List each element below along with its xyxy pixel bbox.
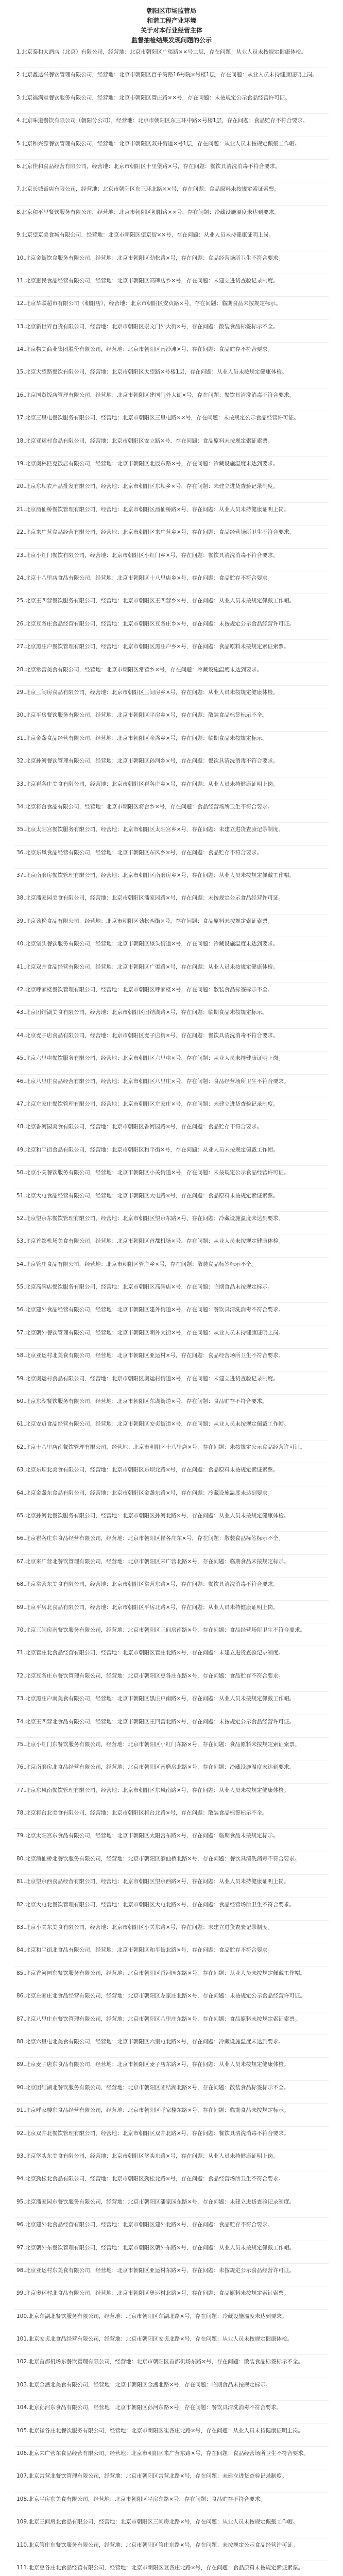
notice-entry-text: 73.北京黑庄户南美食有限公司，经营地：北京市朝阳区黑庄户南路×号，存在问题：从业人员未按规定佩戴工作帽。 (16, 1696, 295, 1702)
notice-entry-text: 28.北京常营美食有限公司，经营地：北京市朝阳区常营乡×号，存在问题：冷藏设施温度未达到要求。 (16, 666, 262, 673)
notice-entry (14, 1075, 329, 1097)
notice-entry-text: 111.北京豆各庄北食品经营有限公司，经营地：北京市朝阳区豆各庄北路×号，存在问题：食品原料未按规定索证索票。 (16, 2564, 304, 2571)
notice-entry (14, 1852, 329, 1875)
notice-entry (14, 1440, 329, 1463)
notice-entry (14, 1486, 329, 1509)
notice-entry-text: 81.北京望京西食品经营有限公司，经营地：北京市朝阳区望京西路×号，存在问题：从业人员未持健康证明上岗。 (16, 1878, 289, 1885)
notice-entry-text: 32.北京孙河餐饮管理有限公司，经营地：北京市朝阳区孙河乡×号，存在问题：餐饮具清洗消毒不符合要求。 (16, 758, 279, 765)
notice-entry (14, 1349, 329, 1371)
notice-entry-text: 23.北京小红门餐饮有限公司，经营地：北京市朝阳区小红门乡×号，存在问题：餐饮具清洗消毒不符合要求。 (16, 552, 279, 558)
notice-entry (14, 1943, 329, 1966)
notice-entry (14, 1532, 329, 1554)
notice-entry-text: 4.北京味道餐饮有限公司（朝阳分公司），经营地：北京市朝阳区东三环中路×号楼1层，存在问题：食品贮存不符合要求。 (16, 117, 308, 124)
notice-entry-text: 105.北京崔各庄北餐饮服务有限公司，经营地：北京市朝阳区崔各庄北路×号，存在问题：从业人员未持健康证明上岗。 (16, 2427, 304, 2434)
notice-entry-text: 109.北京三间房北食品有限公司，经营地：北京市朝阳区三间房北路×号，存在问题：从业人员未按规定佩戴工作帽。 (16, 2519, 298, 2526)
notice-entry (14, 274, 329, 297)
notice-entry (14, 343, 329, 365)
notice-entry-text: 82.北京大屯北餐饮管理有限公司，经营地：北京市朝阳区大屯北路×号，存在问题：食品经营场所卫生不符合要求。 (16, 1901, 295, 1908)
notice-entry-text: 27.北京黑庄户餐饮管理有限公司，经营地：北京市朝阳区黑庄户乡×号，存在问题：食品原料未按规定索证索票。 (16, 643, 289, 650)
notice-entry (14, 869, 329, 891)
notice-entry-text: 41.北京双井食品经营有限公司，经营地：北京市朝阳区广渠路×号，存在问题：从业人员未按规定健康体检。 (16, 963, 279, 970)
notice-entry (14, 1989, 329, 2012)
notice-entry (14, 640, 329, 663)
notice-entry (14, 1601, 329, 1623)
notice-entry-text: 69.北京平房北食品有限公司，经营地：北京市朝阳区平房北路×号，存在问题：从业人员未持健康证明上岗。 (16, 1604, 279, 1611)
notice-entry (14, 2378, 329, 2401)
notice-entry-text: 99.北京奥运村北食品有限公司，经营地：北京市朝阳区奥运村北路×号，存在问题：食品原料未按规定索证索票。 (16, 2290, 289, 2297)
notice-entry-text: 77.北京东风南餐饮管理有限公司，经营地：北京市朝阳区东风南路×号，存在问题：从业人员未按规定健康体检。 (16, 1787, 289, 1793)
notice-entry (14, 2310, 329, 2332)
notice-entry-text: 104.北京孙河东食品有限公司，经营地：北京市朝阳区孙河东路×号，存在问题：餐饮具清洗消毒不符合要求。 (16, 2404, 282, 2411)
notice-entry (14, 1326, 329, 1349)
notice-entry-text: 68.北京常营东美食有限公司，经营地：北京市朝阳区常营东路×号，存在问题：餐饮具清洗消毒不符合要求。 (16, 1581, 279, 1588)
notice-entry-text: 56.北京建外食品经营有限公司，经营地：北京市朝阳区建外街道×号，存在问题：餐饮具清洗消毒不符合要求。 (16, 1307, 284, 1313)
notice-entry (14, 206, 329, 228)
notice-entry (14, 1555, 329, 1578)
notice-entry (14, 2012, 329, 2035)
notice-entry-text: 24.北京十八里店食品有限公司，经营地：北京市朝阳区十八里店乡×号，存在问题：食品贮存不符合要求。 (16, 574, 273, 581)
notice-entry (14, 686, 329, 708)
notice-entry-text: 49.北京和平街食品有限公司，经营地：北京市朝阳区和平街×号，存在问题：从业人员未按规定佩戴工作帽。 (16, 1146, 279, 1153)
notice-entry-text: 93.北京垡头东美食有限公司，经营地：北京市朝阳区垡头东路×号，存在问题：从业人员未持健康证明上岗。 (16, 2153, 279, 2159)
notice-entry-text: 20.北京东坝农产品批发有限公司，经营地：北京市朝阳区东坝乡×号，存在问题：未建立进货查验记录制度。 (16, 483, 279, 490)
notice-entry-text: 80.北京酒仙桥北餐饮服务有限公司，经营地：北京市朝阳区酒仙桥北路×号，存在问题：餐饮具清洗消毒不符合要求。 (16, 1855, 300, 1862)
notice-entry (14, 457, 329, 480)
notice-entry-text: 98.北京亚运村东美食有限公司，经营地：北京市朝阳区亚运村东路×号，存在问题：未按规定公示食品经营许可证。 (16, 2267, 295, 2274)
notice-entry-text: 6.北京佳和食品经营有限公司，经营地：北京市朝阳区十里堡路×号，存在问题：餐饮具清洗消毒不符合要求。 (16, 163, 281, 170)
notice-entry (14, 1189, 329, 1212)
notice-entry-text: 107.北京常营北餐饮管理有限公司，经营地：北京市朝阳区常营北路×号，存在问题：未建立进货查验记录制度。 (16, 2473, 287, 2480)
notice-entry-text: 88.北京六里屯北美食有限公司，经营地：北京市朝阳区六里屯北路×号，存在问题：冷藏设施温度未达到要求。 (16, 2038, 284, 2045)
notice-entry-text: 67.北京来广营北餐饮管理有限公司，经营地：北京市朝阳区来广营北路×号，存在问题：临期食品未按规定标示。 (16, 1558, 289, 1565)
notice-entry (14, 1692, 329, 1715)
notice-entry-text: 50.北京小关餐饮服务有限公司，经营地：北京市朝阳区小关街道×号，存在问题：未按规定公示食品经营许可证。 (16, 1170, 289, 1176)
notice-entry-text: 43.北京团结湖美食有限公司，经营地：北京市朝阳区团结湖路×号，存在问题：临期食品未按规定标示。 (16, 1009, 268, 1016)
notice-entry-text: 26.北京豆各庄食品经营有限公司，经营地：北京市朝阳区豆各庄乡×号，存在问题：未按规定公示食品经营许可证。 (16, 620, 295, 627)
notice-entry (14, 2035, 329, 2058)
notice-entry (14, 617, 329, 640)
notice-entry-text: 94.北京劲松北食品有限公司，经营地：北京市朝阳区劲松北路×号，存在问题：食品经营场所卫生不符合要求。 (16, 2176, 284, 2182)
notice-entry-text: 48.北京香河园美食有限公司，经营地：北京市朝阳区香河园路×号，存在问题：食品贮存不符合要求。 (16, 1124, 262, 1130)
notice-entry (14, 2172, 329, 2195)
notice-entry (14, 1738, 329, 1760)
notice-entry (14, 960, 329, 983)
notice-entry (14, 663, 329, 686)
notice-entry (14, 708, 329, 731)
notice-entry-text: 63.北京东坝北美食有限公司，经营地：北京市朝阳区东坝北路×号，存在问题：食品原料未按规定索证索票。 (16, 1467, 279, 1473)
notice-title-line: 和谐工程产业环境 (146, 17, 196, 24)
notice-entry-text: 110.北京管庄东餐饮服务有限公司，经营地：北京市朝阳区管庄东路×号，存在问题：未按规定公示食品经营许可证。 (16, 2541, 298, 2548)
notice-entry-text: 21.北京酒仙桥餐饮管理有限公司，经营地：北京市朝阳区酒仙桥路×号，存在问题：从业人员未持健康证明上岗。 (16, 506, 289, 513)
notice-entry-text: 61.北京安贞食品经营有限公司，经营地：北京市朝阳区安贞街道×号，存在问题：从业人员未按规定佩戴工作帽。 (16, 1421, 289, 1428)
notice-entry-text: 46.北京八里庄食品经营有限公司，经营地：北京市朝阳区八里庄×号，存在问题：食品经营场所卫生不符合要求。 (16, 1078, 289, 1084)
notice-entry (14, 2401, 329, 2424)
notice-entry-text: 8.北京和平里餐饮服务有限公司，经营地：北京市朝阳区朝阳路××号，存在问题：冷藏设施温度未达到要求。 (16, 209, 280, 215)
notice-entry-text: 101.北京安贞北食品经营有限公司，经营地：北京市朝阳区安贞北路×号，存在问题：从业人员未按规定健康体检。 (16, 2336, 293, 2343)
notice-entry (14, 1395, 329, 1417)
notice-entry-text: 85.北京香河园东餐饮服务有限公司，经营地：北京市朝阳区香河园东路×号，存在问题：从业人员未按规定佩戴工作帽。 (16, 1970, 305, 1976)
notice-entry-text: 30.北京平房餐饮服务有限公司，经营地：北京市朝阳区平房乡×号，存在问题：散装食品标签标示不全。 (16, 712, 268, 719)
notice-entry (14, 2058, 329, 2080)
notice-entry-text: 106.北京来广营东食品经营有限公司，经营地：北京市朝阳区来广营东路×号，存在问题：食品经营场所卫生不符合要求。 (16, 2450, 309, 2457)
notice-entry-text: 15.北京大望路餐饮有限公司，经营地：北京市朝阳区大望路×号楼1层，存在问题：从业人员未按规定健康体检。 (16, 369, 287, 376)
notice-entry (14, 1623, 329, 1646)
notice-entry (14, 1669, 329, 1692)
notice-entry-text: 103.北京金盏北美食有限公司，经营地：北京市朝阳区金盏北路×号，存在问题：临期食品未按规定标示。 (16, 2381, 271, 2388)
notice-entry (14, 1921, 329, 1943)
notice-entry (14, 777, 329, 800)
notice-entry (14, 2241, 329, 2264)
notice-entry (14, 1715, 329, 1738)
notice-entry (14, 1509, 329, 1532)
notice-entry-text: 7.北京长城饭店有限公司，经营地：北京市朝阳区东三环北路××号，存在问题：食品原料未按规定索证索票。 (16, 186, 280, 193)
notice-entry-text: 19.北京奥林匹克饭店有限公司，经营地：北京市朝阳区北辰东路×号，存在问题：冷藏设施温度未达到要求。 (16, 461, 279, 467)
notice-entry-list (14, 45, 329, 2576)
notice-entry-text: 95.北京潘家园东餐饮服务有限公司，经营地：北京市朝阳区潘家园东路×号，存在问题：未建立进货查验记录制度。 (16, 2198, 295, 2205)
notice-entry-text: 33.北京崔各庄美食有限公司，经营地：北京市朝阳区崔各庄乡×号，存在问题：从业人员未持健康证明上岗。 (16, 781, 279, 787)
notice-entry (14, 1372, 329, 1395)
notice-entry (14, 2538, 329, 2561)
notice-entry (14, 2469, 329, 2492)
notice-entry (14, 2424, 329, 2447)
notice-entry (14, 297, 329, 319)
notice-entry (14, 1646, 329, 1669)
notice-entry (14, 388, 329, 411)
notice-entry (14, 1578, 329, 1600)
notice-entry-text: 37.北京南磨房餐饮管理有限公司，经营地：北京市朝阳区南磨房乡×号，存在问题：从业人员未按规定佩戴工作帽。 (16, 872, 295, 879)
notice-entry-text: 16.北京国贸饭店管理有限公司，经营地：北京市朝阳区建国门外大街×号，存在问题：餐饮具清洗消毒不符合要求。 (16, 392, 295, 398)
notice-entry-text: 96.北京建外北食品经营有限公司，经营地：北京市朝阳区建外北路×号，存在问题：食品贮存不符合要求。 (16, 2222, 273, 2228)
notice-entry (14, 1829, 329, 1852)
notice-entry (14, 411, 329, 434)
notice-entry-text: 65.北京孙河北餐饮服务有限公司，经营地：北京市朝阳区孙河北路×号，存在问题：从业人员未按规定健康体检。 (16, 1513, 289, 1519)
notice-entry-text: 13.北京新世界百货有限公司，经营地：北京市朝阳区崇文门外大街×号，存在问题：散装食品标签标示不全。 (16, 323, 279, 330)
notice-entry-text: 59.北京奥运村食品有限公司，经营地：北京市朝阳区奥运村街道×号，存在问题：未建立进货查验记录制度。 (16, 1375, 279, 1382)
notice-title-line: 监督抽检结果发现问题的公示 (131, 37, 212, 44)
notice-entry-text: 47.北京左家庄餐饮管理有限公司，经营地：北京市朝阳区左家庄×号，存在问题：未建立进货查验记录制度。 (16, 1100, 279, 1107)
notice-entry-text: 51.北京大屯食品经营有限公司，经营地：北京市朝阳区大屯路×号，存在问题：食品原料未按规定索证索票。 (16, 1192, 279, 1199)
notice-entry-text: 34.北京将台食品有限公司，经营地：北京市朝阳区将台乡×号，存在问题：食品经营场所卫生不符合要求。 (16, 803, 273, 810)
notice-entry-text: 92.北京双井北餐饮管理有限公司，经营地：北京市朝阳区双井北路×号，存在问题：餐饮具清洗消毒不符合要求。 (16, 2130, 289, 2137)
notice-entry (14, 2218, 329, 2241)
notice-entry-text: 100.北京东湖北餐饮服务有限公司，经营地：北京市朝阳区东湖北路×号，存在问题：冷藏设施温度未达到要求。 (16, 2313, 287, 2319)
notice-entry (14, 1212, 329, 1234)
notice-entry-text: 44.北京麦子店食品有限公司，经营地：北京市朝阳区麦子店街×号，存在问题：餐饮具清洗消毒不符合要求。 (16, 1032, 279, 1039)
notice-title-line: 朝阳区市场监管局 (146, 7, 196, 14)
notice-entry-text: 31.北京金盏食品经营有限公司，经营地：北京市朝阳区金盏乡×号，存在问题：临期食品未按规定标示。 (16, 735, 268, 741)
notice-entry-text: 10.北京金街饮食服务有限公司，经营地：北京市朝阳区劲松路×号，存在问题：食品经营场所卫生不符合要求。 (16, 255, 284, 261)
notice-entry (14, 1120, 329, 1143)
notice-entry-text: 18.北京亚运村食品有限公司，经营地：北京市朝阳区安立路×号，存在问题：食品原料未按规定索证索票。 (16, 437, 273, 444)
notice-entry-text: 60.北京东湖餐饮服务有限公司，经营地：北京市朝阳区东湖街道×号，存在问题：食品贮存不符合要求。 (16, 1398, 268, 1405)
notice-entry-text: 86.北京左家庄北食品经营有限公司，经营地：北京市朝阳区左家庄北路×号，存在问题：未按规定公示食品经营许可证。 (16, 1993, 305, 1999)
notice-entry-text: 35.北京太阳宫餐饮服务有限公司，经营地：北京市朝阳区太阳宫乡×号，存在问题：未建立进货查验记录制度。 (16, 826, 284, 833)
notice-entry (14, 891, 329, 914)
notice-entry-text: 102.北京首都机场东餐饮管理有限公司，经营地：北京市朝阳区首都机场东路×号，存在问题：散装食品标签标示不全。 (16, 2359, 304, 2365)
notice-entry (14, 114, 329, 137)
notice-entry (14, 68, 329, 91)
notice-entry-text: 90.北京团结湖北餐饮服务有限公司，经营地：北京市朝阳区团结湖北路×号，存在问题：散装食品标签标示不全。 (16, 2084, 289, 2091)
notice-entry-text: 12.北京华联超市有限公司（朝阳店），经营地：北京市朝阳区安贞路×号，存在问题：临期食品未按规定标示。 (16, 300, 281, 307)
notice-entry-text: 91.北京呼家楼东食品经营有限公司，经营地：北京市朝阳区呼家楼东路×号，存在问题：临期食品未按规定标示。 (16, 2107, 289, 2114)
notice-entry (14, 1875, 329, 1897)
notice-entry (14, 1417, 329, 1440)
notice-entry-text: 87.北京八里庄东餐饮管理有限公司，经营地：北京市朝阳区八里庄东路×号，存在问题：食品原料未按规定索证索票。 (16, 2015, 300, 2022)
notice-entry-text: 76.北京南磨房北食品经营有限公司，经营地：北京市朝阳区南磨房北路×号，存在问题：冷藏设施温度未达到要求。 (16, 1764, 295, 1771)
notice-entry-text: 14.北京物美商业集团股份有限公司，经营地：北京市朝阳区南沙滩×号，存在问题：食品贮存不符合要求。 (16, 346, 273, 353)
notice-entry (14, 45, 329, 68)
notice-entry (14, 434, 329, 457)
notice-entry-text: 78.北京将台北美食有限公司，经营地：北京市朝阳区将台北路×号，存在问题：散装食品标签标示不全。 (16, 1810, 268, 1817)
notice-entry-text: 17.北京三里屯餐饮服务有限公司，经营地：北京市朝阳区三里屯路××号，存在问题：未按规定公示食品经营许可证。 (16, 415, 299, 421)
notice-entry-text: 83.北京小关东美食有限公司，经营地：北京市朝阳区小关东路×号，存在问题：未建立进货查验记录制度。 (16, 1924, 273, 1931)
notice-entry (14, 594, 329, 617)
notice-entry-text: 22.北京来广营食品经营有限公司，经营地：北京市朝阳区来广营乡×号，存在问题：食品经营场所卫生不符合要求。 (16, 529, 295, 536)
notice-entry-text: 58.北京亚运村北美食有限公司，经营地：北京市朝阳区亚运村×号，存在问题：食品经营场所卫生不符合要求。 (16, 1352, 284, 1359)
notice-entry-text: 40.北京垡头餐饮服务有限公司，经营地：北京市朝阳区垡头街道×号，存在问题：冷藏设施温度未达到要求。 (16, 941, 279, 947)
notice-title-line: 关于对本行业经营主体 (140, 27, 202, 34)
notice-entry-text: 5.北京和兴源餐饮管理有限公司，经营地：北京市朝阳区双井街道×号1层，存在问题：从业人员未按规定佩戴工作帽。 (16, 140, 300, 147)
notice-entry (14, 1097, 329, 1120)
notice-entry (14, 2332, 329, 2355)
notice-entry-text: 97.北京朝外东餐饮管理有限公司，经营地：北京市朝阳区朝外东路×号，存在问题：从业人员未按规定佩戴工作帽。 (16, 2244, 295, 2251)
notice-entry (14, 1303, 329, 1326)
notice-entry (14, 1029, 329, 1052)
notice-entry (14, 160, 329, 182)
notice-entry (14, 228, 329, 251)
notice-entry (14, 2127, 329, 2149)
notice-entry (14, 1784, 329, 1806)
notice-entry-text: 39.北京劲松食品有限公司，经营地：北京市朝阳区劲松西街×号，存在问题：食品原料未按规定索证索票。 (16, 918, 273, 924)
notice-entry (14, 2515, 329, 2538)
notice-entry (14, 2149, 329, 2172)
notice-entry-text: 54.北京管庄食品有限公司，经营地：北京市朝阳区管庄乡×号，存在问题：散装食品标签标示不全。 (16, 1261, 257, 1267)
notice-entry-text: 64.北京金盏东食品有限公司，经营地：北京市朝阳区金盏东路×号，存在问题：冷藏设施温度未达到要求。 (16, 1489, 273, 1496)
notice-entry (14, 480, 329, 502)
notice-entry-text: 42.北京呼家楼餐饮管理有限公司，经营地：北京市朝阳区呼家楼×号，存在问题：散装食品标签标示不全。 (16, 987, 273, 993)
notice-entry-text: 9.北京望京美食城有限公司，经营地：北京市朝阳区望京街××号，存在问题：从业人员未持健康证明上岗。 (16, 232, 275, 239)
notice-entry (14, 823, 329, 845)
notice-entry (14, 365, 329, 388)
notice-entry (14, 1806, 329, 1829)
notice-entry-text: 11.北京惠民食品经营有限公司，经营地：北京市朝阳区高碑店乡×号，存在问题：未建立进货查验记录制度。 (16, 277, 279, 284)
notice-entry-text: 52.北京望京东餐饮管理有限公司，经营地：北京市朝阳区望京东路×号，存在问题：冷藏设施温度未达到要求。 (16, 1215, 284, 1222)
notice-header (14, 0, 329, 45)
notice-entry-text: 57.北京朝外餐饮管理有限公司，经营地：北京市朝阳区朝外大街×号，存在问题：从业人员未持健康证明上岗。 (16, 1329, 284, 1336)
notice-entry (14, 937, 329, 960)
notice-entry (14, 2493, 329, 2515)
notice-entry (14, 983, 329, 1006)
notice-entry-text: 29.北京三间房食品有限公司，经营地：北京市朝阳区三间房乡×号，存在问题：从业人员未按规定健康体检。 (16, 689, 279, 696)
notice-entry (14, 137, 329, 160)
notice-entry (14, 251, 329, 274)
notice-entry-text: 62.北京十八里店南餐饮管理有限公司，经营地：北京市朝阳区十八里店×号，存在问题：未按规定公示食品经营许可证。 (16, 1444, 305, 1450)
notice-entry (14, 1280, 329, 1303)
notice-entry (14, 1166, 329, 1189)
notice-entry-text: 74.北京王四营北食品有限公司，经营地：北京市朝阳区王四营北路×号，存在问题：未按规定公示食品经营许可证。 (16, 1718, 295, 1725)
notice-entry (14, 914, 329, 937)
notice-entry (14, 503, 329, 526)
notice-entry (14, 320, 329, 343)
notice-entry-text: 108.北京平房东美食有限公司，经营地：北京市朝阳区平房东路×号，存在问题：食品贮存不符合要求。 (16, 2496, 266, 2502)
notice-entry (14, 1258, 329, 1280)
notice-entry (14, 1052, 329, 1074)
notice-entry-text: 1.北京泰和大酒店（北京）有限公司，经营地：北京市朝阳区广渠路××号二层，存在问题：从业人员未按规定健康体检。 (16, 49, 307, 55)
notice-entry-text: 75.北京小红门东餐饮服务有限公司，经营地：北京市朝阳区小红门东路×号，存在问题：食品原料未按规定索证索票。 (16, 1741, 300, 1748)
notice-entry (14, 2104, 329, 2126)
notice-entry-text: 79.北京太阳宫东食品有限公司，经营地：北京市朝阳区太阳宫东路×号，存在问题：临期食品未按规定标示。 (16, 1833, 279, 1839)
notice-entry-text: 66.北京崔各庄东食品经营有限公司，经营地：北京市朝阳区崔各庄东×号，存在问题：散装食品标签标示不全。 (16, 1535, 284, 1542)
notice-entry (14, 846, 329, 869)
notice-entry-text: 70.北京三间房南餐饮服务有限公司，经营地：北京市朝阳区三间房南路×号，存在问题：食品经营场所卫生不符合要求。 (16, 1626, 305, 1633)
notice-entry (14, 571, 329, 594)
notice-entry (14, 1234, 329, 1257)
notice-entry (14, 1898, 329, 1921)
notice-entry (14, 2264, 329, 2286)
notice-entry (14, 1143, 329, 1166)
notice-entry-text: 25.北京王四营餐饮服务有限公司，经营地：北京市朝阳区王四营乡×号，存在问题：从业人员未按规定佩戴工作帽。 (16, 598, 295, 604)
notice-entry (14, 1006, 329, 1028)
notice-entry-text: 55.北京高碑店餐饮服务有限公司，经营地：北京市朝阳区高碑店×号，存在问题：临期食品未按规定标示。 (16, 1284, 273, 1291)
notice-entry (14, 549, 329, 571)
notice-entry (14, 1967, 329, 1989)
notice-entry-text: 53.北京首都机场美食有限公司，经营地：北京市朝阳区首都机场×号，存在问题：从业人员未按规定健康体检。 (16, 1238, 284, 1245)
notice-entry (14, 2561, 329, 2576)
notice-entry (14, 182, 329, 205)
notice-entry (14, 1760, 329, 1783)
notice-entry (14, 2447, 329, 2469)
notice-entry (14, 1463, 329, 1486)
notice-entry-text: 71.北京管庄北食品经营有限公司，经营地：北京市朝阳区管庄北路×号，存在问题：未建立进货查验记录制度。 (16, 1650, 284, 1656)
notice-entry-text: 45.北京六里屯餐饮服务有限公司，经营地：北京市朝阳区六里屯×号，存在问题：从业人员未持健康证明上岗。 (16, 1055, 284, 1062)
notice-entry (14, 800, 329, 823)
notice-entry (14, 754, 329, 777)
notice-entry (14, 91, 329, 114)
notice-entry-text: 38.北京潘家园美食有限公司，经营地：北京市朝阳区潘家园路×号，存在问题：未按规定公示食品经营许可证。 (16, 895, 284, 902)
notice-entry-text: 72.北京豆各庄东餐饮管理有限公司，经营地：北京市朝阳区豆各庄东路×号，存在问题：食品贮存不符合要求。 (16, 1672, 284, 1679)
notice-entry-text: 36.北京东风食品经营有限公司，经营地：北京市朝阳区东风乡×号，存在问题：食品贮存不符合要求。 (16, 849, 262, 856)
notice-entry (14, 526, 329, 548)
notice-entry-text: 2.北京鑫达兴餐饮管理有限公司，经营地：北京市朝阳区百子湾路16号院×号楼1层，存在问题：从业人员未持健康证明上岗。 (16, 72, 318, 78)
notice-entry-text: 84.北京和平街北食品有限公司，经营地：北京市朝阳区和平街北路×号，存在问题：食品贮存不符合要求。 (16, 1947, 273, 1954)
notice-entry (14, 2195, 329, 2218)
notice-entry (14, 2081, 329, 2104)
notice-entry (14, 732, 329, 754)
notice-entry-text: 3.北京福满堂餐饮服务有限公司，经营地：北京市朝阳区管庄路××号，存在问题：未按规定公示食品经营许可证。 (16, 94, 290, 101)
notice-entry (14, 2355, 329, 2378)
notice-entry-text: 89.北京麦子店东食品有限公司，经营地：北京市朝阳区麦子店东路×号，存在问题：从业人员未按规定健康体检。 (16, 2061, 289, 2068)
notice-entry (14, 2286, 329, 2309)
